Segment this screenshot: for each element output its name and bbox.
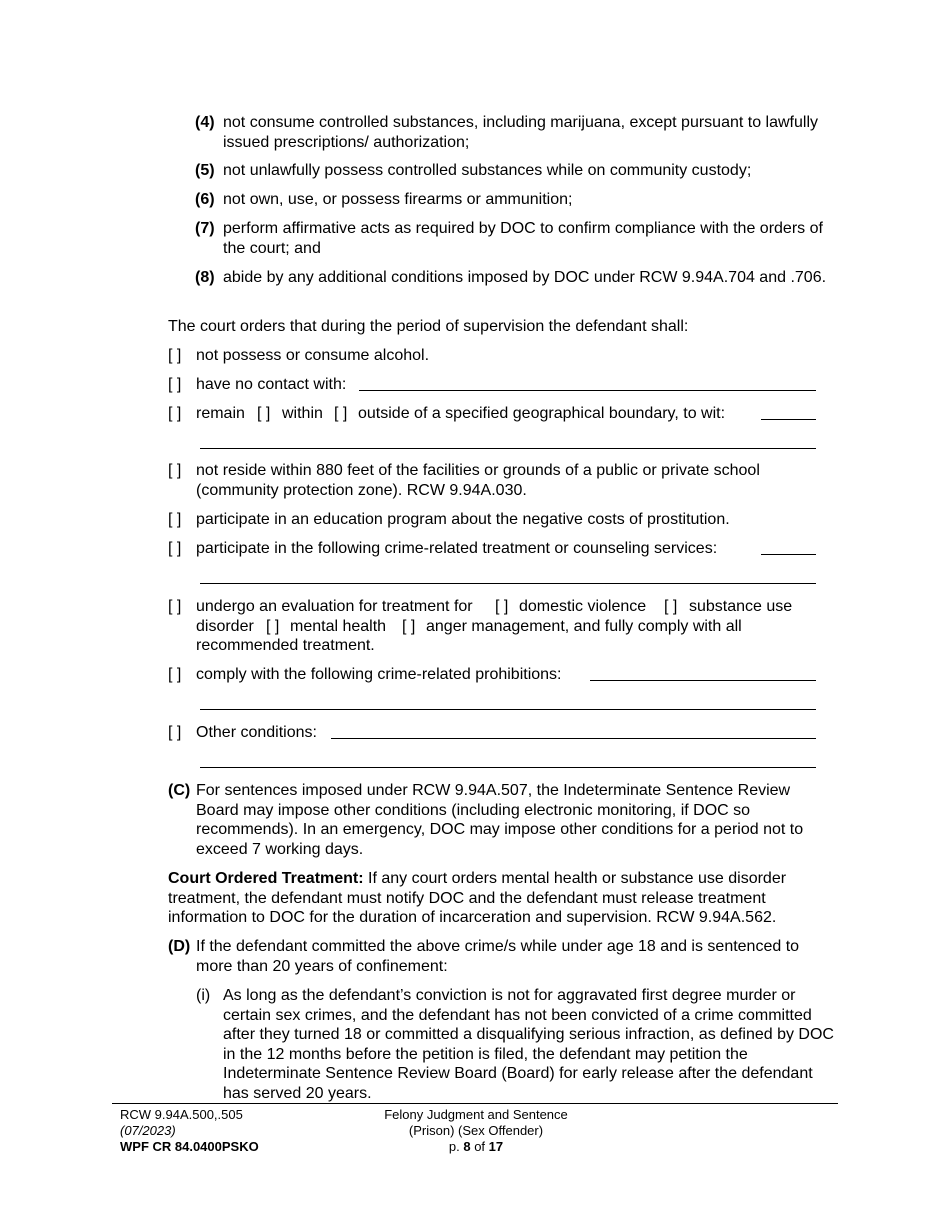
checkbox-substance-use[interactable]: [ ] [664, 598, 678, 615]
checkbox[interactable]: [ ] [168, 666, 182, 683]
condition-text: not consume controlled substances, including marijuana, except pursuant to lawfully issued prescriptions/ authorization; [223, 114, 818, 151]
condition-text: not reside within 880 feet of the facilities or grounds of a public or private school (community protection zone). RCW 9.94A.030. [196, 462, 760, 499]
section-text: For sentences imposed under RCW 9.94A.507, the Indeterminate Sentence Review Board may impose other conditions (including electronic monitoring, if DOC so recommends). In an emergency, DOC may impose other conditions for a period not to exceed 7 working days. [196, 782, 804, 858]
condition-text: not unlawfully possess controlled substances while on community custody; [223, 162, 752, 179]
page-current: 8 [463, 1139, 471, 1154]
fill-in-blank[interactable] [200, 767, 816, 768]
condition-number: (5) [195, 162, 215, 179]
condition-text: undergo an evaluation for treatment for [196, 598, 473, 615]
page-number [376, 1139, 576, 1155]
condition-text: not possess or consume alcohol. [196, 347, 430, 364]
subitem-number: (i) [196, 987, 211, 1004]
fill-in-blank[interactable] [200, 583, 816, 584]
within-label: within [282, 405, 323, 422]
checkbox[interactable]: [ ] [168, 724, 182, 741]
condition-text: remain [196, 405, 245, 422]
checkbox[interactable]: [ ] [168, 511, 182, 528]
treatment-text: If any court orders mental health or substance use disorder treatment, the defendant must notify DOC and the defendant must release treatment information to DOC for the duration of incarceration and supervision. RCW 9.94A.562. [168, 870, 787, 926]
disorder-label: disorder [196, 618, 254, 635]
condition-text: comply with the following crime-related prohibitions: [196, 666, 562, 683]
condition-number: (8) [195, 269, 215, 286]
checkbox-anger-management[interactable]: [ ] [402, 618, 416, 635]
fill-in-blank[interactable] [761, 554, 816, 555]
section-text: If the defendant committed the above crime/s while under age 18 and is sentenced to more than 20 years of confinement: [196, 938, 800, 975]
recommended-treatment-label: recommended treatment. [196, 637, 375, 654]
checkbox[interactable]: [ ] [168, 347, 182, 364]
page-prefix: p. [448, 1139, 460, 1154]
court-ordered-treatment [168, 869, 832, 928]
condition-text: Other conditions: [196, 724, 317, 741]
condition-text: participate in an education program about the negative costs of prostitution. [196, 511, 730, 528]
checkbox-outside[interactable]: [ ] [334, 405, 348, 422]
condition-text: have no contact with: [196, 376, 347, 393]
condition-text: perform affirmative acts as required by DOC to confirm compliance with the orders of the court; and [223, 220, 823, 257]
mental-health-label: mental health [290, 618, 387, 635]
checkbox-domestic-violence[interactable]: [ ] [495, 598, 509, 615]
section-label: (D) [168, 938, 191, 955]
checkbox-within[interactable]: [ ] [257, 405, 271, 422]
fill-in-blank[interactable] [200, 448, 816, 449]
fill-in-blank[interactable] [590, 680, 816, 681]
condition-text: not own, use, or possess firearms or ammunition; [223, 191, 573, 208]
subitem-text: As long as the defendant’s conviction is not for aggravated first degree murder or certain sex crimes, and the defendant has not been convicted of a crime committed after they turned 18 or committed a disqualifying serious infraction, as defined by DOC in the 12 months before the petition is filed, the defendant may petition the Indeterminate Sentence Review Board (Board) for early release after the defendant has served 20 years. [223, 987, 834, 1102]
condition-number: (4) [195, 114, 215, 131]
condition-text: abide by any additional conditions imposed by DOC under RCW 9.94A.704 and .706. [223, 269, 827, 286]
fill-in-blank[interactable] [200, 709, 816, 710]
page-of: of [474, 1139, 486, 1154]
domestic-violence-label: domestic violence [519, 598, 647, 615]
treatment-heading: Court Ordered Treatment: [168, 870, 364, 887]
checkbox[interactable]: [ ] [168, 462, 182, 479]
footer-date: (07/2023) [120, 1123, 176, 1138]
checkbox[interactable]: [ ] [168, 598, 182, 615]
footer-subtitle: (Prison) (Sex Offender) [408, 1123, 544, 1138]
anger-management-label: anger management, and fully comply with all [426, 618, 742, 635]
condition-text: participate in the following crime-related treatment or counseling services: [196, 540, 718, 557]
substance-use-label: substance use [689, 598, 793, 615]
checkbox[interactable]: [ ] [168, 540, 182, 557]
condition-number: (7) [195, 220, 215, 237]
footer-form-id: WPF CR 84.0400PSKO [120, 1139, 259, 1154]
page-total: 17 [488, 1139, 504, 1154]
section-label: (C) [168, 782, 191, 799]
footer-title: Felony Judgment and Sentence [384, 1107, 568, 1122]
footer-rule [112, 1103, 838, 1104]
fill-in-blank[interactable] [761, 419, 816, 420]
footer-statute: RCW 9.94A.500,.505 [120, 1107, 243, 1122]
condition-number: (6) [195, 191, 215, 208]
fill-in-blank[interactable] [331, 738, 816, 739]
outside-label: outside of a specified geographical boundary, to wit: [358, 405, 726, 422]
fill-in-blank[interactable] [359, 390, 816, 391]
checkbox-mental-health[interactable]: [ ] [266, 618, 280, 635]
checkbox[interactable]: [ ] [168, 376, 182, 393]
court-orders-intro: The court orders that during the period of supervision the defendant shall: [168, 318, 689, 335]
checkbox[interactable]: [ ] [168, 405, 182, 422]
